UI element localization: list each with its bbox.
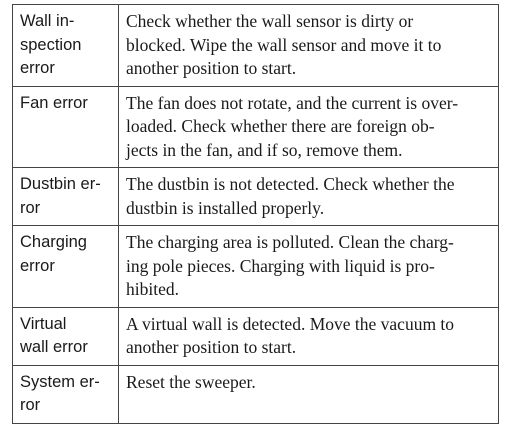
table-row (13, 86, 499, 168)
solution-cell (119, 226, 499, 308)
solution-cell (119, 86, 499, 168)
error-name-line: ror (20, 198, 41, 217)
solution-line: dustbin is installed properly. (126, 197, 325, 218)
error-name-line: error (20, 256, 55, 275)
table-row (13, 226, 499, 308)
error-name-line: error (20, 59, 55, 77)
error-name-line: System er- (20, 372, 100, 391)
error-name-line: Charging (20, 233, 87, 251)
table-row (13, 307, 499, 365)
solution-line: loaded. Check whether there are foreign ob- (126, 116, 435, 136)
solution-line: ing pole pieces. Charging with liquid is pro- (126, 255, 435, 276)
solution-cell (119, 365, 499, 423)
table-row (13, 365, 499, 423)
solution-line: another position to start. (126, 337, 297, 357)
solution-line: The fan does not rotate, and the current is over- (126, 92, 459, 113)
solution-cell (119, 168, 499, 226)
table-row (13, 168, 499, 226)
solution-line: jects in the fan, and if so, remove them. (126, 139, 403, 160)
solution-line: The charging area is polluted. Clean the charg- (126, 232, 454, 252)
solution-line: A virtual wall is detected. Move the vacuum to (126, 313, 455, 334)
error-name-line: wall error (20, 338, 88, 356)
solution-line: another position to start. (126, 58, 297, 78)
solution-cell (119, 307, 499, 365)
table-row (13, 5, 499, 87)
error-name-cell (13, 168, 119, 226)
error-name-cell (13, 86, 119, 168)
error-name-cell (13, 365, 119, 423)
error-name-line: Wall in- (20, 12, 75, 30)
solution-line: blocked. Wipe the wall sensor and move it to (126, 34, 442, 55)
solution-line: Check whether the wall sensor is dirty or (126, 11, 414, 31)
solution-line: hibited. (126, 279, 179, 299)
error-name-line: spection (20, 35, 82, 54)
error-name-cell (13, 5, 119, 87)
error-name-cell (13, 226, 119, 308)
solution-cell (119, 5, 499, 87)
error-name-cell (13, 307, 119, 365)
error-name-line: Dustbin er- (20, 175, 101, 193)
error-table (12, 4, 499, 424)
solution-line: Reset the sweeper. (126, 371, 256, 392)
error-name-line: Virtual (20, 314, 67, 333)
error-name-line: Fan error (20, 93, 88, 112)
solution-line: The dustbin is not detected. Check whether the (126, 174, 455, 194)
error-name-line: ror (20, 396, 41, 414)
